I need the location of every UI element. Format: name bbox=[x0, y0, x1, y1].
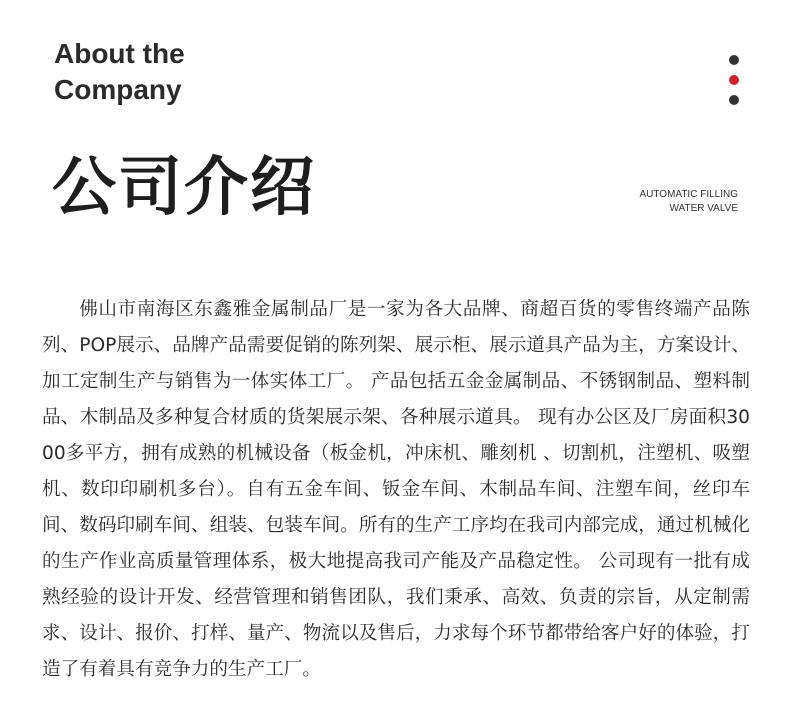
heading-line-1: About the bbox=[54, 38, 185, 69]
dot-middle-red-icon bbox=[729, 75, 739, 85]
company-description: 佛山市南海区东鑫雅金属制品厂是一家为各大品牌、商超百货的零售终端产品陈列、POP展示、品牌产品需要促销的陈列架、展示柜、展示道具产品为主，方案设计、加工定制生产与销售为一体实体工厂。 产品包括五金金属制品、不锈钢制品、塑料制品、木制品及多种复合材质的货架展示架、各种展示道具。 现有办公区及厂房面积3000多平方，拥有成熟的机械设备（板金机，冲床机、雕刻机 、切割机，注塑机、吸塑机、数印印刷机多台）。自有五金车间、钣金车间、木制品车间、注塑车间，丝印车间、数码印刷车间、组装、包装车间。所有的生产工序均在我司内部完成，通过机械化的生产作业高质量管理体系，极大地提高我司产能及产品稳定性。 公司现有一批有成熟经验的设计开发、经营管理和销售团队，我们秉承、高效、负责的宗旨，从定制需求、设计、报价、打样、量产、物流以及售后，力求每个环节都带给客户好的体验，打造了有着具有竞争力的生产工厂。 bbox=[42, 299, 750, 680]
tagline-line-2: WATER VALVE bbox=[669, 203, 738, 214]
heading-line-2: Company bbox=[54, 74, 182, 105]
tagline-line-1: AUTOMATIC FILLING bbox=[639, 189, 738, 200]
company-intro-title: 公司介绍 bbox=[52, 151, 316, 225]
tagline bbox=[639, 188, 738, 216]
vertical-dots-icon bbox=[729, 55, 741, 115]
about-the-company-heading bbox=[54, 36, 314, 108]
dot-top-icon bbox=[729, 55, 739, 65]
dot-bottom-icon bbox=[729, 95, 739, 105]
